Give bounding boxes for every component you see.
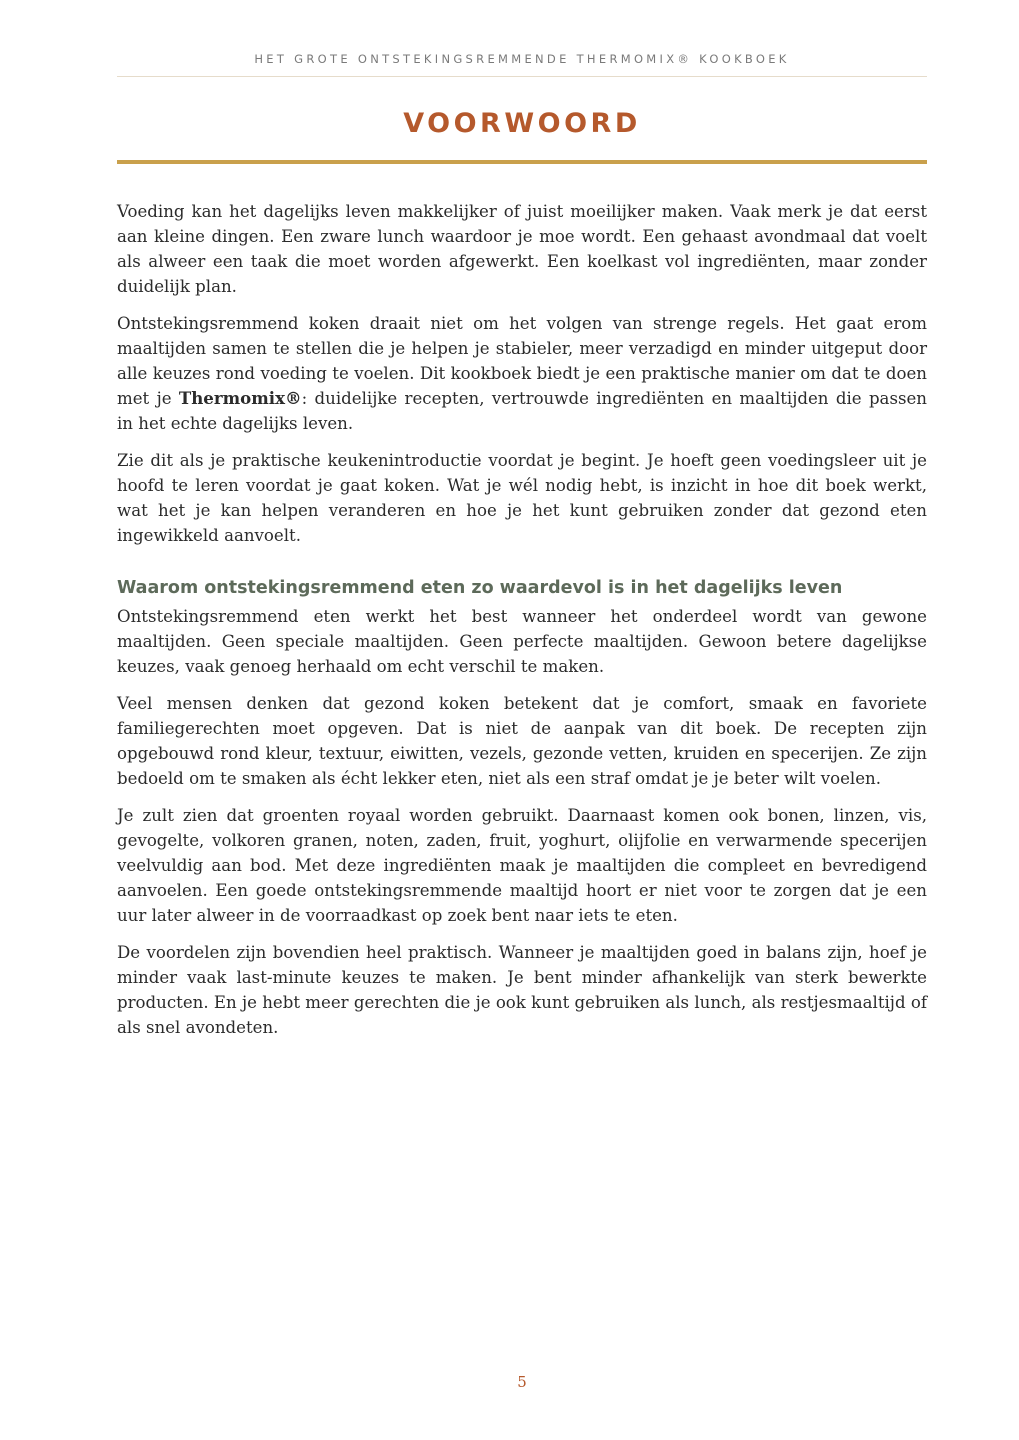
running-header: HET GROTE ONTSTEKINGSREMMENDE THERMOMIX® KOOKBOEK	[254, 52, 790, 66]
page-title: VOORWOORD	[403, 108, 641, 139]
thermomix-brand: Thermomix®	[178, 388, 302, 408]
section-paragraph-3: Je zult zien dat groenten royaal worden gebruikt. Daarnaast komen ook bonen, linzen, vis, gevogelte, volkoren granen, noten, zaden, fruit, yoghurt, olijfolie en verwarmende specerijen veelvuldig aan bod. Met deze ingrediënten maak je maaltijden die compleet en bevredigend aanvoelen. Een goede ontstekingsremmende maaltijd hoort er niet voor te zorgen dat je een uur later alweer in de voorraadkast op zoek bent naar iets te eten.	[117, 806, 927, 925]
section-paragraph-1: Ontstekingsremmend eten werkt het best wanneer het onderdeel wordt van gewone maaltijden. Geen speciale maaltijden. Geen perfecte maaltijden. Gewoon betere dagelijkse keuzes, vaak genoeg herhaald om echt verschil te maken.	[117, 607, 927, 676]
page-number: 5	[517, 1373, 527, 1391]
header-divider	[117, 76, 927, 77]
section-paragraph-4: De voordelen zijn bovendien heel praktisch. Wanneer je maaltijden goed in balans zijn, hoef je minder vaak last-minute keuzes te maken. Je bent minder afhankelijk van sterk bewerkte producten. En je hebt meer gerechten die je ook kunt gebruiken als lunch, als restjesmaaltijd of als snel avondeten.	[117, 943, 927, 1037]
intro-paragraph-3: Zie dit als je praktische keukenintroductie voordat je begint. Je hoeft geen voedingsleer uit je hoofd te leren voordat je gaat koken. Wat je wél nodig hebt, is inzicht in hoe dit boek werkt, wat het je kan helpen veranderen en hoe je het kunt gebruiken zonder dat gezond eten ingewikkeld aanvoelt.	[117, 451, 927, 545]
section-heading: Waarom ontstekingsremmend eten zo waardevol is in het dagelijks leven	[117, 578, 843, 598]
intro-paragraph-2-text-a: Ontstekingsremmend koken draait niet om het volgen van strenge regels. Het gaat erom maaltijden samen te stellen die je helpen je stabieler, meer verzadigd en minder uitgeput door alle keuzes rond voeding te voelen. Dit kookboek biedt je een praktische manier om dat te doen met je	[117, 314, 927, 408]
intro-paragraph-2-text-b: : duidelijke recepten, vertrouwde ingrediënten en maaltijden die passen in het echte dagelijks leven.	[117, 389, 927, 433]
page-body	[117, 199, 927, 1052]
section-paragraph-2: Veel mensen denken dat gezond koken betekent dat je comfort, smaak en favoriete familiegerechten moet opgeven. Dat is niet de aanpak van dit boek. De recepten zijn opgebouwd rond kleur, textuur, eiwitten, vezels, gezonde vetten, kruiden en specerijen. Ze zijn bedoeld om te smaken als écht lekker eten, niet als een straf omdat je je beter wilt voelen.	[117, 694, 927, 788]
title-divider	[117, 160, 927, 164]
intro-paragraph-1: Voeding kan het dagelijks leven makkelijker of juist moeilijker maken. Vaak merk je dat eerst aan kleine dingen. Een zware lunch waardoor je moe wordt. Een gehaast avondmaal dat voelt als alweer een taak die moet worden afgewerkt. Een koelkast vol ingrediënten, maar zonder duidelijk plan.	[117, 202, 927, 296]
intro-paragraph-2	[117, 311, 927, 436]
